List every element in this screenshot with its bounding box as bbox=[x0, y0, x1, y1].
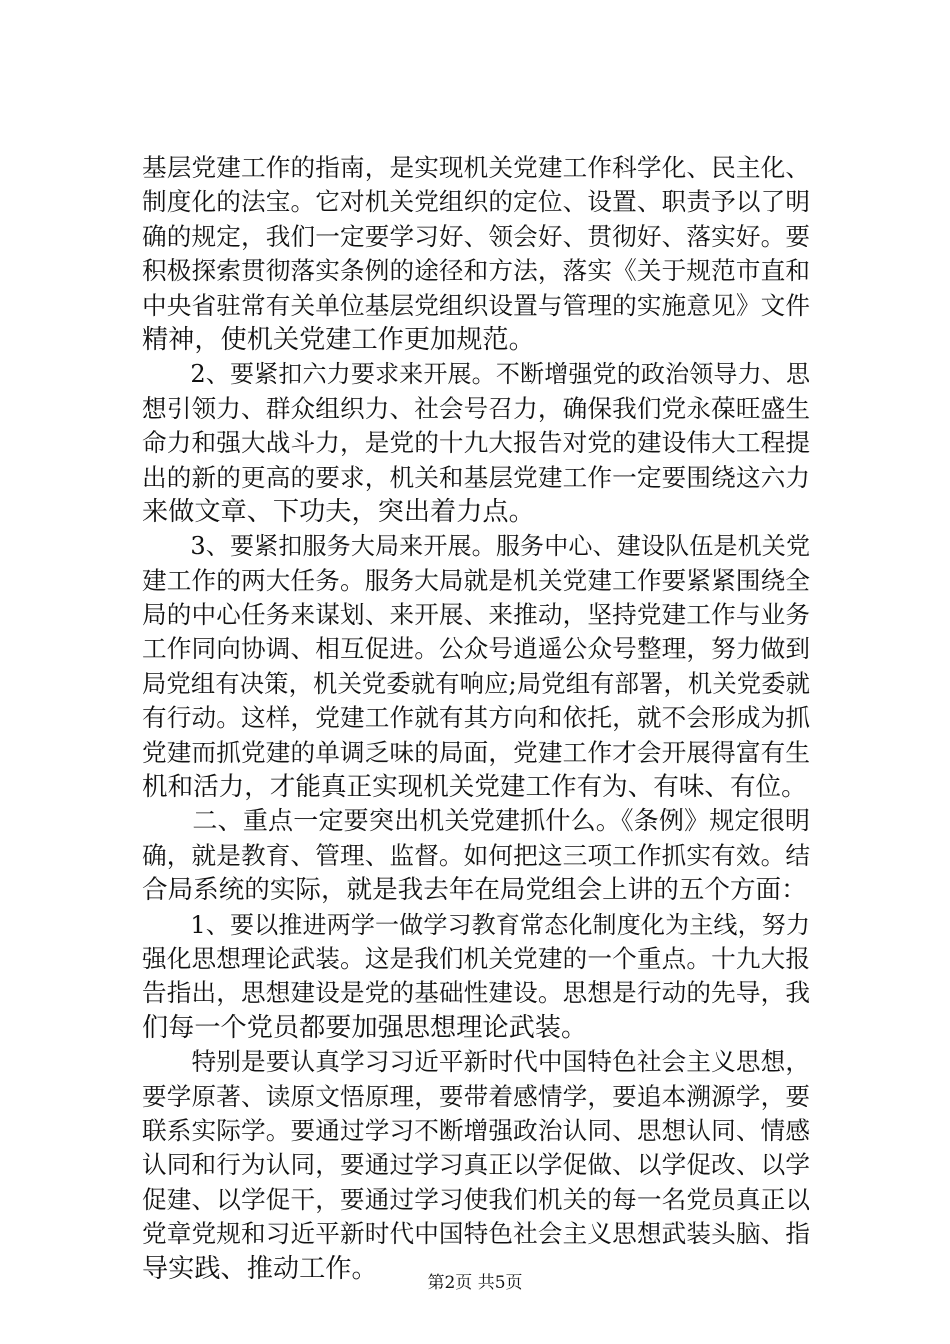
text-line: 基层党建工作的指南，是实现机关党建工作科学化、民主化、 bbox=[142, 153, 810, 182]
text-line: 积极探索贯彻落实条例的途径和方法，落实《关于规范市直和 bbox=[142, 256, 810, 286]
text-line: 工作同向协调、相互促进。公众号逍遥公众号整理，努力做到 bbox=[142, 634, 810, 664]
text-line: 认同和行为认同，要通过学习真正以学促做、以学促改、以学 bbox=[142, 1150, 810, 1180]
text-line: 3、要紧扣服务大局来开展。服务中心、建设队伍是机关党 bbox=[142, 532, 810, 561]
text-line: 党章党规和习近平新时代中国特色社会主义思想武装头脑、指 bbox=[142, 1219, 810, 1249]
text-line: 强化思想理论武装。这是我们机关党建的一个重点。十九大报 bbox=[142, 943, 810, 973]
text-line: 合局系统的实际，就是我去年在局党组会上讲的五个方面： bbox=[142, 875, 807, 906]
text-line: 特别是要认真学习习近平新时代中国特色社会主义思想， bbox=[142, 1047, 810, 1077]
text-line: 确，就是教育、管理、监督。如何把这三项工作抓实有效。结 bbox=[142, 840, 810, 870]
text-line: 制度化的法宝。它对机关党组织的定位、设置、职责予以了明 bbox=[142, 187, 810, 217]
text-line: 局党组有决策，机关党委就有响应;局党组有部署，机关党委就 bbox=[142, 668, 810, 698]
text-line: 来做文章、下功夫，突出着力点。 bbox=[142, 496, 535, 527]
text-line: 精神，使机关党建工作更加规范。 bbox=[142, 324, 535, 355]
page-footer: 第2页 共5页 bbox=[427, 1273, 523, 1293]
text-line: 想引领力、群众组织力、社会号召力，确保我们党永葆旺盛生 bbox=[142, 393, 810, 423]
text-line: 导实践、推动工作。 bbox=[142, 1253, 378, 1284]
text-line: 建工作的两大任务。服务大局就是机关党建工作要紧紧围绕全 bbox=[142, 565, 810, 595]
text-line: 有行动。这样，党建工作就有其方向和依托，就不会形成为抓 bbox=[142, 703, 810, 733]
text-line: 们每一个党员都要加强思想理论武装。 bbox=[142, 1012, 588, 1043]
text-line: 促建、以学促干，要通过学习使我们机关的每一名党员真正以 bbox=[142, 1184, 810, 1214]
text-line: 出的新的更高的要求，机关和基层党建工作一定要围绕这六力 bbox=[142, 462, 810, 492]
text-line: 中央省驻常有关单位基层党组织设置与管理的实施意见》文件 bbox=[142, 290, 810, 320]
text-line: 1、要以推进两学一做学习教育常态化制度化为主线，努力 bbox=[142, 910, 810, 939]
body-text bbox=[142, 151, 810, 1286]
text-line: 确的规定，我们一定要学习好、领会好、贯彻好、落实好。要 bbox=[142, 221, 810, 251]
text-line: 告指出，思想建设是党的基础性建设。思想是行动的先导，我 bbox=[142, 978, 810, 1008]
text-line: 机和活力，才能真正实现机关党建工作有为、有味、有位。 bbox=[142, 772, 807, 803]
text-line: 联系实际学。要通过学习不断增强政治认同、思想认同、情感 bbox=[142, 1115, 810, 1145]
text-line: 二、重点一定要突出机关党建抓什么。《条例》规定很明 bbox=[142, 806, 810, 836]
text-line: 局的中心任务来谋划、来开展、来推动，坚持党建工作与业务 bbox=[142, 600, 810, 630]
text-line: 党建而抓党建的单调乏味的局面，党建工作才会开展得富有生 bbox=[142, 737, 810, 767]
text-line: 命力和强大战斗力，是党的十九大报告对党的建设伟大工程提 bbox=[142, 428, 810, 458]
text-line: 要学原著、读原文悟原理，要带着感情学，要追本溯源学，要 bbox=[142, 1081, 810, 1111]
text-line: 2、要紧扣六力要求来开展。不断增强党的政治领导力、思 bbox=[142, 360, 810, 389]
